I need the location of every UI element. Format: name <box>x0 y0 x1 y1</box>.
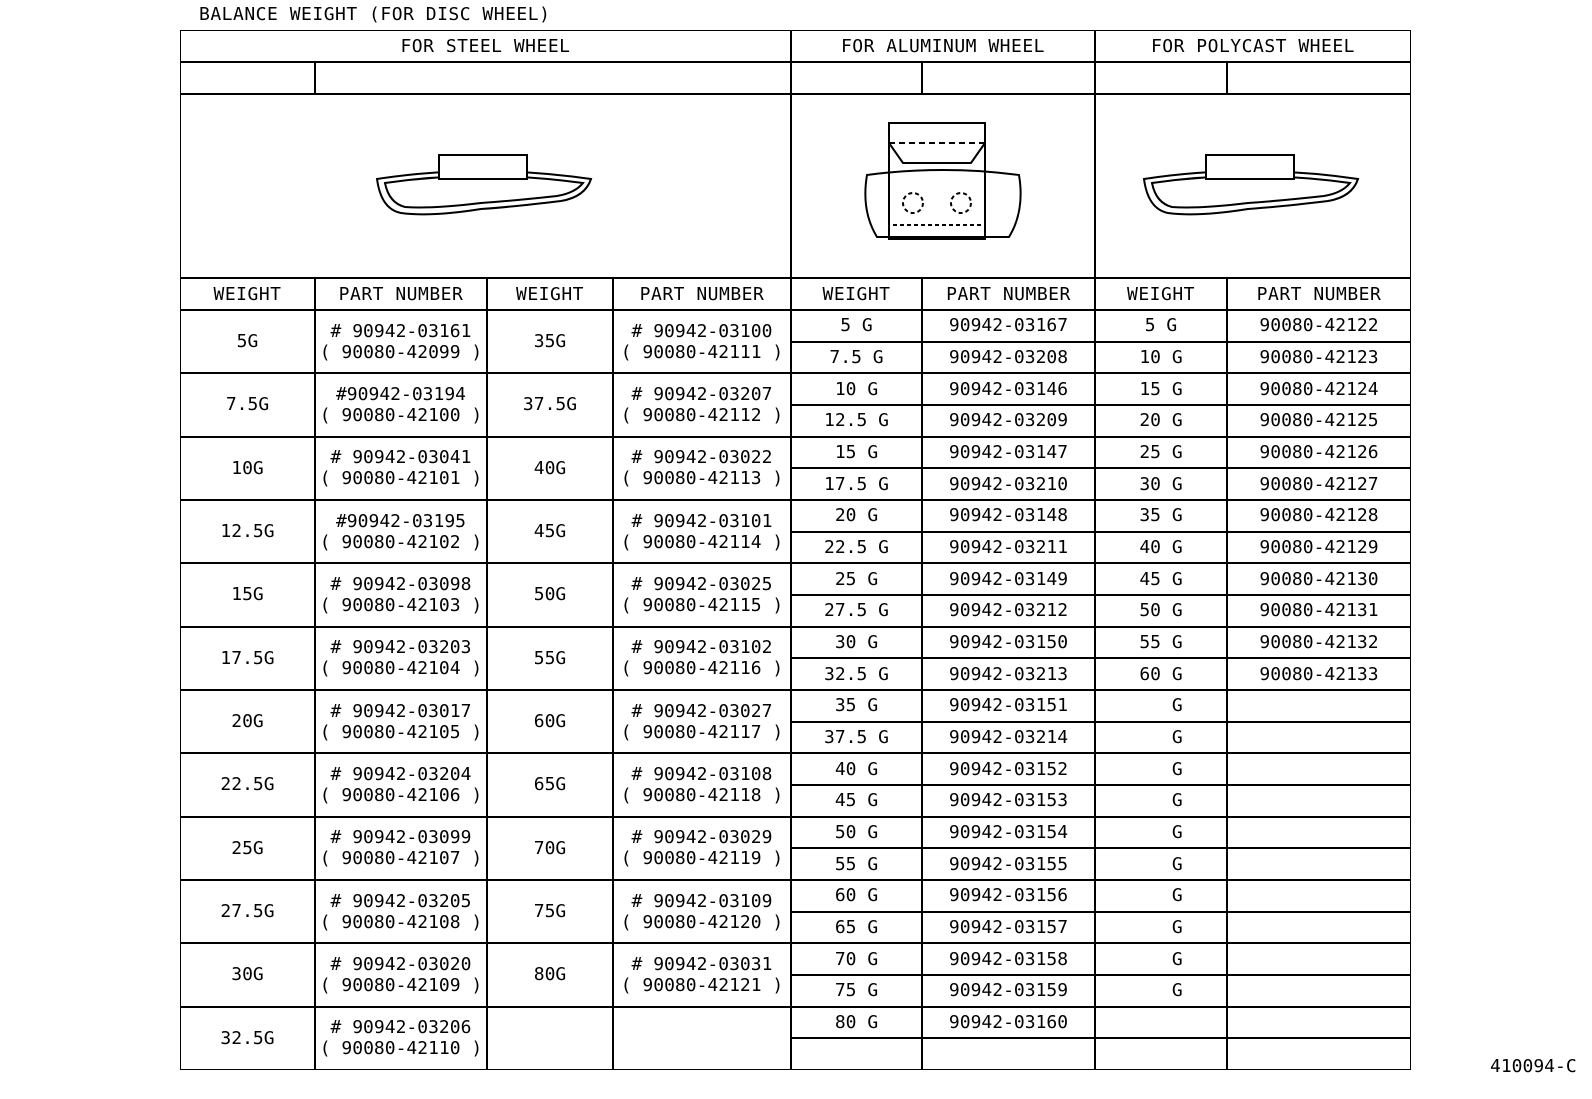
aluminum-part-number: 90942-03149 <box>922 563 1095 595</box>
aluminum-weight: 37.5 G <box>791 722 922 754</box>
part-number-primary: #90942-03195 <box>335 510 467 532</box>
col-header-part-number: PART NUMBER <box>315 278 487 310</box>
polycast-part-number <box>1227 975 1411 1007</box>
part-number-primary: # 90942-03207 <box>631 383 773 405</box>
part-number-alternate: ( 90080-42120 ) <box>620 911 784 933</box>
steel-right-part-number <box>613 437 791 500</box>
polycast-part-number: 90080-42129 <box>1227 532 1411 564</box>
polycast-weight: 25 G <box>1095 437 1227 469</box>
steel-left-part-number <box>315 753 487 816</box>
steel-left-weight: 20G <box>180 690 315 753</box>
polycast-part-number <box>1227 753 1411 785</box>
steel-right-weight: 75G <box>487 880 613 943</box>
aluminum-weight: 30 G <box>791 627 922 659</box>
polycast-part-number: 90080-42132 <box>1227 627 1411 659</box>
steel-right-part-number <box>613 817 791 880</box>
part-number-alternate: ( 90080-42118 ) <box>620 784 784 806</box>
part-number-primary: # 90942-03206 <box>330 1017 472 1039</box>
steel-right-weight: 45G <box>487 500 613 563</box>
aluminum-weight: 25 G <box>791 563 922 595</box>
steel-left-weight: 7.5G <box>180 373 315 436</box>
polycast-part-number: 90080-42122 <box>1227 310 1411 342</box>
part-number-alternate: ( 90080-42108 ) <box>319 911 483 933</box>
aluminum-weight: 32.5 G <box>791 658 922 690</box>
blank-cell <box>791 62 922 94</box>
polycast-weight: 10 G <box>1095 342 1227 374</box>
aluminum-weight: 40 G <box>791 753 922 785</box>
part-number-primary: # 90942-03203 <box>330 637 472 659</box>
polycast-part-number: 90080-42124 <box>1227 373 1411 405</box>
part-number-alternate: ( 90080-42116 ) <box>620 658 784 680</box>
steel-left-weight: 30G <box>180 943 315 1006</box>
aluminum-part-number: 90942-03209 <box>922 405 1095 437</box>
steel-right-weight: 40G <box>487 437 613 500</box>
aluminum-part-number: 90942-03146 <box>922 373 1095 405</box>
document-title: BALANCE WEIGHT (FOR DISC WHEEL) <box>199 4 551 25</box>
steel-right-weight: 65G <box>487 753 613 816</box>
steel-left-weight: 22.5G <box>180 753 315 816</box>
aluminum-part-number: 90942-03210 <box>922 468 1095 500</box>
polycast-weight: G <box>1095 753 1227 785</box>
steel-left-weight: 5G <box>180 310 315 373</box>
part-number-primary: # 90942-03205 <box>330 890 472 912</box>
part-number-primary: #90942-03194 <box>335 383 467 405</box>
steel-left-weight: 15G <box>180 563 315 626</box>
steel-right-weight: 37.5G <box>487 373 613 436</box>
polycast-part-number <box>1227 690 1411 722</box>
part-number-alternate: ( 90080-42113 ) <box>620 468 784 490</box>
aluminum-weight: 65 G <box>791 912 922 944</box>
polycast-part-number <box>1227 817 1411 849</box>
polycast-weight: 30 G <box>1095 468 1227 500</box>
aluminum-part-number: 90942-03154 <box>922 817 1095 849</box>
steel-left-weight: 17.5G <box>180 627 315 690</box>
aluminum-part-number: 90942-03208 <box>922 342 1095 374</box>
steel-left-part-number <box>315 437 487 500</box>
aluminum-weight: 5 G <box>791 310 922 342</box>
aluminum-weight: 45 G <box>791 785 922 817</box>
steel-right-part-number <box>613 690 791 753</box>
part-number-alternate: ( 90080-42112 ) <box>620 404 784 426</box>
polycast-weight: 5 G <box>1095 310 1227 342</box>
part-number-primary: # 90942-03022 <box>631 447 773 469</box>
steel-left-part-number <box>315 373 487 436</box>
part-number-primary: # 90942-03029 <box>631 827 773 849</box>
aluminum-weight: 10 G <box>791 373 922 405</box>
steel-right-part-number <box>613 1007 791 1070</box>
steel-clip-weight-icon <box>371 149 601 224</box>
polycast-part-number <box>1227 1007 1411 1039</box>
col-header-weight: WEIGHT <box>180 278 315 310</box>
steel-right-part-number <box>613 373 791 436</box>
col-header-weight: WEIGHT <box>1095 278 1227 310</box>
aluminum-weight: 7.5 G <box>791 342 922 374</box>
polycast-weight: G <box>1095 975 1227 1007</box>
polycast-weight: G <box>1095 817 1227 849</box>
section-aluminum: FOR ALUMINUM WHEEL <box>791 30 1095 62</box>
polycast-weight: 55 G <box>1095 627 1227 659</box>
part-number-alternate: ( 90080-42102 ) <box>319 531 483 553</box>
aluminum-weight: 27.5 G <box>791 595 922 627</box>
polycast-part-number <box>1227 848 1411 880</box>
part-number-primary: # 90942-03041 <box>330 447 472 469</box>
aluminum-part-number: 90942-03150 <box>922 627 1095 659</box>
steel-left-part-number <box>315 817 487 880</box>
steel-right-weight: 35G <box>487 310 613 373</box>
polycast-part-number: 90080-42133 <box>1227 658 1411 690</box>
polycast-weight: 40 G <box>1095 532 1227 564</box>
polycast-weight: G <box>1095 912 1227 944</box>
blank-cell <box>1227 62 1411 94</box>
steel-right-weight: 70G <box>487 817 613 880</box>
section-polycast: FOR POLYCAST WHEEL <box>1095 30 1411 62</box>
polycast-part-number: 90080-42127 <box>1227 468 1411 500</box>
polycast-part-number: 90080-42126 <box>1227 437 1411 469</box>
col-header-part-number: PART NUMBER <box>922 278 1095 310</box>
steel-right-weight: 55G <box>487 627 613 690</box>
aluminum-part-number: 90942-03155 <box>922 848 1095 880</box>
part-number-alternate: ( 90080-42106 ) <box>319 784 483 806</box>
polycast-weight: G <box>1095 880 1227 912</box>
col-header-part-number: PART NUMBER <box>1227 278 1411 310</box>
steel-right-part-number <box>613 943 791 1006</box>
part-number-alternate: ( 90080-42100 ) <box>319 404 483 426</box>
aluminum-part-number: 90942-03213 <box>922 658 1095 690</box>
aluminum-weight: 35 G <box>791 690 922 722</box>
part-number-alternate: ( 90080-42107 ) <box>319 848 483 870</box>
part-number-alternate: ( 90080-42101 ) <box>319 468 483 490</box>
steel-right-weight: 80G <box>487 943 613 1006</box>
steel-left-part-number <box>315 880 487 943</box>
aluminum-part-number: 90942-03158 <box>922 943 1095 975</box>
part-number-primary: # 90942-03027 <box>631 700 773 722</box>
polycast-weight: 35 G <box>1095 500 1227 532</box>
part-number-primary: # 90942-03108 <box>631 763 773 785</box>
steel-left-weight: 12.5G <box>180 500 315 563</box>
steel-left-part-number <box>315 690 487 753</box>
part-number-primary: # 90942-03017 <box>330 700 472 722</box>
aluminum-part-number: 90942-03152 <box>922 753 1095 785</box>
polycast-weight: G <box>1095 848 1227 880</box>
polycast-clip-weight-icon <box>1138 149 1368 224</box>
aluminum-part-number: 90942-03148 <box>922 500 1095 532</box>
aluminum-weight: 55 G <box>791 848 922 880</box>
part-number-primary: # 90942-03098 <box>330 573 472 595</box>
steel-left-weight: 32.5G <box>180 1007 315 1070</box>
steel-weight-figure <box>180 94 791 278</box>
blank-cell <box>922 62 1095 94</box>
steel-left-part-number <box>315 1007 487 1070</box>
aluminum-part-number: 90942-03147 <box>922 437 1095 469</box>
aluminum-part-number: 90942-03159 <box>922 975 1095 1007</box>
part-number-primary: # 90942-03025 <box>631 573 773 595</box>
blank-cell <box>1095 62 1227 94</box>
part-number-primary: # 90942-03100 <box>631 320 773 342</box>
aluminum-part-number: 90942-03167 <box>922 310 1095 342</box>
polycast-part-number <box>1227 912 1411 944</box>
polycast-part-number: 90080-42130 <box>1227 563 1411 595</box>
part-number-primary: # 90942-03102 <box>631 637 773 659</box>
part-number-alternate: ( 90080-42104 ) <box>319 658 483 680</box>
steel-left-part-number <box>315 627 487 690</box>
col-header-weight: WEIGHT <box>791 278 922 310</box>
steel-left-weight: 25G <box>180 817 315 880</box>
polycast-part-number <box>1227 1038 1411 1070</box>
aluminum-weight: 22.5 G <box>791 532 922 564</box>
polycast-part-number <box>1227 943 1411 975</box>
polycast-weight: 15 G <box>1095 373 1227 405</box>
part-number-primary: # 90942-03099 <box>330 827 472 849</box>
part-number-alternate: ( 90080-42114 ) <box>620 531 784 553</box>
aluminum-weight: 20 G <box>791 500 922 532</box>
part-number-primary: # 90942-03101 <box>631 510 773 532</box>
polycast-weight <box>1095 1038 1227 1070</box>
steel-right-part-number <box>613 753 791 816</box>
aluminum-adhesive-weight-icon <box>853 121 1033 251</box>
polycast-part-number: 90080-42128 <box>1227 500 1411 532</box>
steel-left-part-number <box>315 310 487 373</box>
steel-left-part-number <box>315 943 487 1006</box>
polycast-weight: 45 G <box>1095 563 1227 595</box>
aluminum-weight: 80 G <box>791 1007 922 1039</box>
polycast-weight: G <box>1095 722 1227 754</box>
polycast-part-number <box>1227 880 1411 912</box>
blank-cell <box>315 62 791 94</box>
polycast-weight: G <box>1095 785 1227 817</box>
aluminum-weight: 70 G <box>791 943 922 975</box>
aluminum-part-number: 90942-03211 <box>922 532 1095 564</box>
balance-weight-table <box>180 30 1414 1074</box>
aluminum-weight: 50 G <box>791 817 922 849</box>
polycast-part-number <box>1227 722 1411 754</box>
steel-left-part-number <box>315 500 487 563</box>
polycast-weight: 60 G <box>1095 658 1227 690</box>
aluminum-part-number: 90942-03156 <box>922 880 1095 912</box>
col-header-weight: WEIGHT <box>487 278 613 310</box>
part-number-primary: # 90942-03204 <box>330 763 472 785</box>
polycast-weight <box>1095 1007 1227 1039</box>
steel-right-part-number <box>613 563 791 626</box>
drawing-code: 410094-C <box>1490 1056 1577 1077</box>
aluminum-part-number: 90942-03153 <box>922 785 1095 817</box>
blank-cell <box>180 62 315 94</box>
part-number-alternate: ( 90080-42115 ) <box>620 594 784 616</box>
aluminum-part-number: 90942-03212 <box>922 595 1095 627</box>
part-number-alternate: ( 90080-42119 ) <box>620 848 784 870</box>
polycast-weight: 50 G <box>1095 595 1227 627</box>
polycast-weight: G <box>1095 690 1227 722</box>
section-steel: FOR STEEL WHEEL <box>180 30 791 62</box>
polycast-weight: G <box>1095 943 1227 975</box>
part-number-alternate: ( 90080-42110 ) <box>319 1038 483 1060</box>
aluminum-part-number: 90942-03157 <box>922 912 1095 944</box>
aluminum-part-number: 90942-03214 <box>922 722 1095 754</box>
part-number-primary: # 90942-03109 <box>631 890 773 912</box>
part-number-alternate: ( 90080-42103 ) <box>319 594 483 616</box>
steel-right-weight: 50G <box>487 563 613 626</box>
aluminum-weight: 17.5 G <box>791 468 922 500</box>
part-number-alternate: ( 90080-42111 ) <box>620 341 784 363</box>
part-number-alternate: ( 90080-42121 ) <box>620 974 784 996</box>
steel-right-part-number <box>613 500 791 563</box>
part-number-primary: # 90942-03161 <box>330 320 472 342</box>
part-number-alternate: ( 90080-42109 ) <box>319 974 483 996</box>
aluminum-part-number <box>922 1038 1095 1070</box>
steel-right-weight: 60G <box>487 690 613 753</box>
polycast-part-number: 90080-42125 <box>1227 405 1411 437</box>
aluminum-weight: 60 G <box>791 880 922 912</box>
aluminum-part-number: 90942-03151 <box>922 690 1095 722</box>
part-number-primary: # 90942-03020 <box>330 953 472 975</box>
aluminum-weight: 75 G <box>791 975 922 1007</box>
polycast-part-number: 90080-42131 <box>1227 595 1411 627</box>
polycast-part-number <box>1227 785 1411 817</box>
steel-left-weight: 27.5G <box>180 880 315 943</box>
steel-left-part-number <box>315 563 487 626</box>
aluminum-weight <box>791 1038 922 1070</box>
polycast-part-number: 90080-42123 <box>1227 342 1411 374</box>
steel-right-part-number <box>613 310 791 373</box>
part-number-alternate: ( 90080-42105 ) <box>319 721 483 743</box>
aluminum-weight: 12.5 G <box>791 405 922 437</box>
steel-right-part-number <box>613 627 791 690</box>
part-number-alternate: ( 90080-42099 ) <box>319 341 483 363</box>
steel-right-part-number <box>613 880 791 943</box>
part-number-alternate: ( 90080-42117 ) <box>620 721 784 743</box>
polycast-weight: 20 G <box>1095 405 1227 437</box>
aluminum-weight: 15 G <box>791 437 922 469</box>
part-number-primary: # 90942-03031 <box>631 953 773 975</box>
aluminum-weight-figure <box>791 94 1095 278</box>
steel-left-weight: 10G <box>180 437 315 500</box>
col-header-part-number: PART NUMBER <box>613 278 791 310</box>
steel-right-weight <box>487 1007 613 1070</box>
polycast-weight-figure <box>1095 94 1411 278</box>
aluminum-part-number: 90942-03160 <box>922 1007 1095 1039</box>
